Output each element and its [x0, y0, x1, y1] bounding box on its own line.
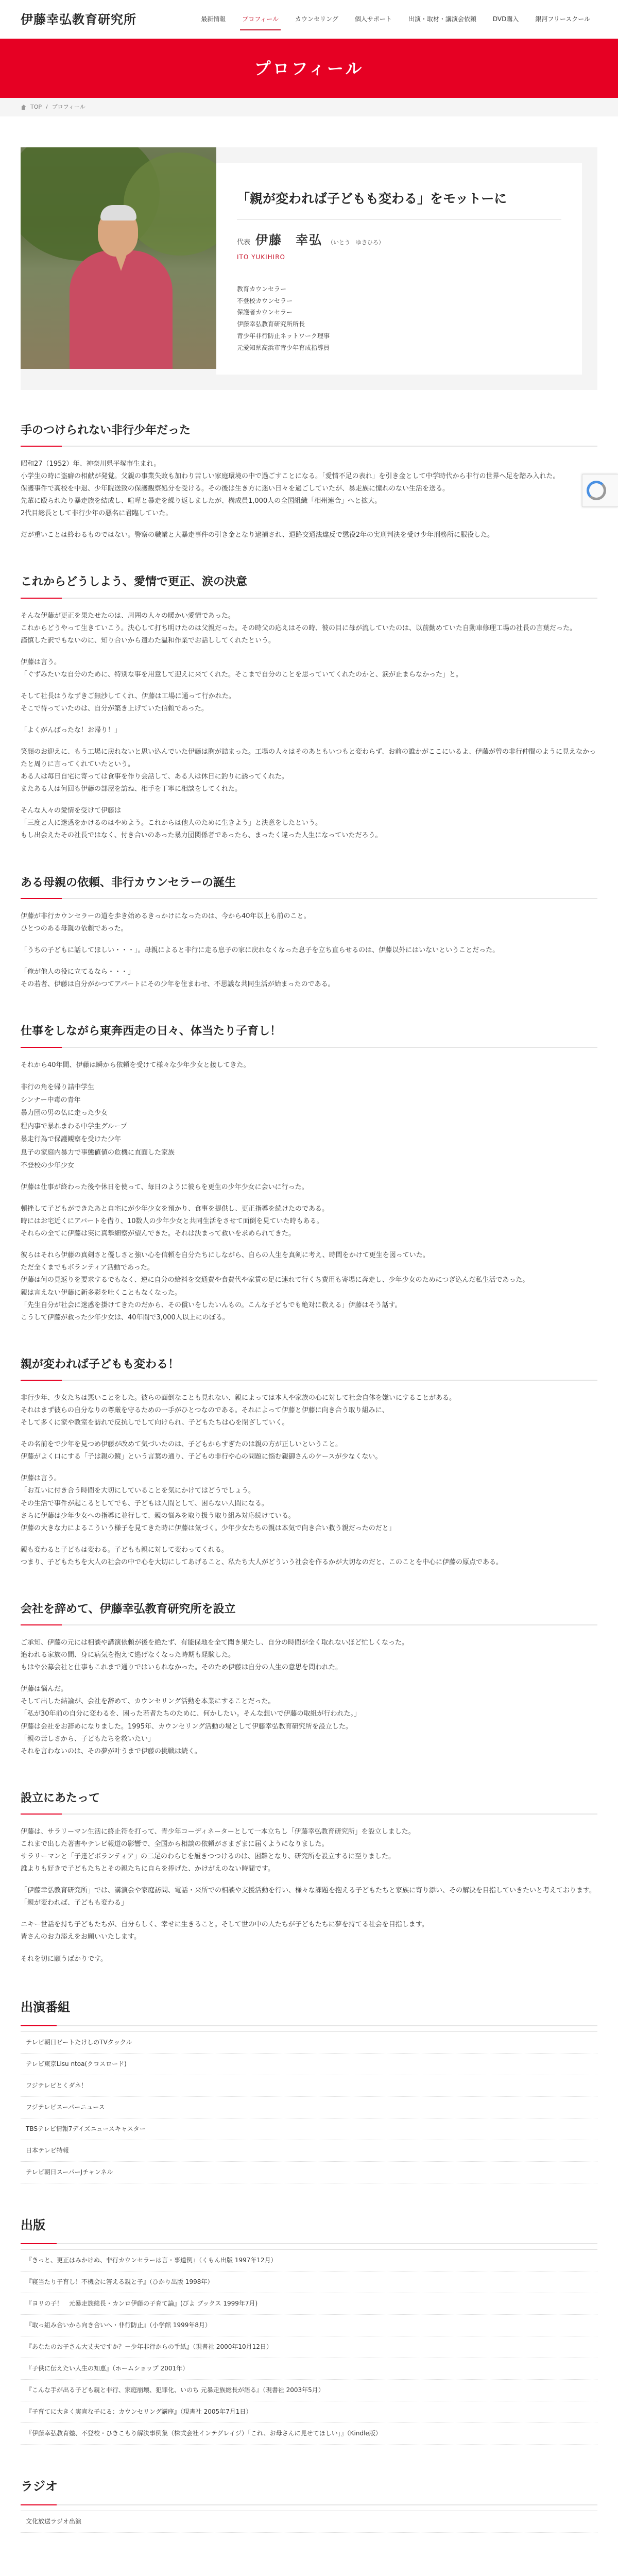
section-paragraph: そんな伊藤が更正を果たせたのは、周囲の人々の暖かい愛情であった。 これからどうやって生きていこう。決心して打ち明けたのは父親だった。その時父の応えはその時、彼の目に母が流していたのは、以前勤めていた自動車修理工場の社長の言葉だった。 謹慎した訳でもないのに、知り合いから遣わた温和作業でお話ししてくれたという。: [21, 612, 577, 645]
page-hero: [0, 39, 618, 98]
radio-list: [21, 2511, 597, 2533]
section-paragraph: それを切に願うばかりです。: [21, 1955, 107, 1963]
profile-kana: （いとう ゆきひろ）: [328, 239, 385, 246]
section-paragraph: それから40年間、伊藤は瞬から依頼を受けて様々な少年少女と接してきた。: [21, 1061, 250, 1069]
section-title: 設立にあたって: [21, 1789, 597, 1815]
section-paragraph: 伊藤が非行カウンセラーの道を歩き始めるきっかけになったのは、今から40年以上も前のこと。 ひとつのある母親の依頼であった。: [21, 912, 311, 933]
list-item: 息子の家庭内暴力で事態値値の危機に直面した家族: [21, 1148, 175, 1157]
section-founding: [21, 1600, 597, 1758]
list-item: 『寝当たり子育し！不機会に答える親と子』（ひかり出版 1998年）: [21, 2272, 597, 2293]
profile-info: [216, 163, 582, 375]
breadcrumb-current: プロフィール: [52, 104, 85, 111]
section-paragraph: 笑顔のお迎えに、もう工場に戻れないと思い込んでいた伊藤は胸が詰まった。工場の人々はそのあともいつもと変わらず、お前の誰かがここにいるよ、伊藤が曾の非行仲間のように見えなかったと周りに言ってくれていたという。 ある人は毎日自宅に寄っては食事を作り会話して、ある人は休日に釣りに誘ってくれた。 またある人は何回も伊藤の部屋を訪ね、相手を丁寧に相談をしてくれた。: [21, 748, 596, 793]
nav-free-school[interactable]: 銀河フリースクール: [535, 15, 590, 23]
main-content: [21, 147, 597, 2576]
section-paragraph: 伊藤は悩んだ。 そして出した結論が、会社を辞めて、カウンセリング活動を本業にすることだった。 「私が30年前の自分に変わるを、困った若者たちのために、何かしたい。そんな想いで伊藤の取組が行われた。」 伊藤は会社をお辞めになりました。1995年、カウンセリング活動の場として伊藤幸弘教育研究所を設立した。 「親の苦しさから、子どもたちを救いたい」 それを言わないのは、その夢が叶うまで伊藤の挑戦は続く。: [21, 1685, 361, 1755]
profile-card: [21, 147, 597, 390]
section-title: これからどうしよう、愛情で更正、涙の決意: [21, 572, 597, 599]
nav-requests[interactable]: 出演・取材・講演会依頼: [408, 15, 476, 23]
profile-title-item: 教育カウンセラー: [237, 285, 287, 293]
section-parents-change: [21, 1355, 597, 1569]
section-paragraph: 「よくがんばったな！お帰り！」: [21, 726, 122, 735]
section-paragraph: 頓挫して子どもができたあと自宅にが少年少女を預かり、食事を提供し、更正指導を続けたのである。 時にはお宅近くにアパートを借り、10数人の少年少女と共同生活をさせて面倒を見ていた時もある。 それらの全てに伊藤は実に真摯細察が望んできた。それは決まって救いを求められてきた。: [21, 1205, 329, 1238]
books-title: 出版: [21, 2214, 597, 2244]
list-item: テレビ朝日スーパーJチャンネル: [21, 2162, 597, 2183]
section-title: ある母親の依頼、非行カウンセラーの誕生: [21, 873, 597, 900]
profile-name-row: [237, 229, 561, 251]
list-item: 『子育てに大きく実直な子にる：カウンセリング講座』（現書社 2005年7月1日）: [21, 2401, 597, 2423]
list-item: 『取っ組み合いから向き合いへ・非行防止』（小学館 1999年8月）: [21, 2315, 597, 2336]
list-item: テレビ東京Lisu ntoa(クロスロード): [21, 2054, 597, 2075]
list-item: 暴走行為で保護観察を受けた少年: [21, 1136, 122, 1144]
nav-dvd[interactable]: DVD購入: [492, 15, 519, 23]
nav-personal-support[interactable]: 個人サポート: [354, 15, 392, 23]
section-rehabilitation: [21, 572, 597, 842]
global-nav: [194, 0, 597, 39]
list-item: 不登校の少年少女: [21, 1161, 75, 1170]
profile-title-item: 元愛知県高浜市青少年育成指導員: [237, 344, 330, 351]
breadcrumb: [0, 98, 618, 116]
section-paragraph: 「うちの子どもに話してほしい・・・」。母親によると非行に走る息子の家に戻れなくなった息子を立ち直らせるのは、伊藤以外にはいないということだった。: [21, 946, 500, 955]
breadcrumb-home[interactable]: TOP: [30, 104, 42, 111]
section-paragraph: 親も変わると子どもは変わる。子どもも親に対して変わってくれる。 つまり、子どもたちを大人の社会の中で心を大切にしてあげること、私たち大人がどういう社会を作るかが大切なのだと、このことを中心に伊藤の原点である。: [21, 1546, 503, 1566]
section-paragraph: だが重いことは終わるものではない。警察の職業と大暴走事件の引き金となり逮捕され、退路交通法違反で懲役2年の実刑判決を受け少年刑務所に服役した。: [21, 531, 494, 539]
list-item: 『ヨリの子！ 元暴走族総長・カンロ伊藤の子育て論』(びよ ブックス 1999年7月): [21, 2293, 597, 2315]
section-paragraph: 彼らはそれら伊藤の真剣さと優しさと強い心を信頼を自分たちにしながら、自らの人生を真剣に考え、時間をかけて更生を図っていた。 ただ全くまでもボランティア活動であった。 伊藤は何の見返りを要求するでもなく、逆に自分の給料を交通費や食費代や家賃の足に連れて行くち費用も寄場に奔走し、少年少女のためにつぎ込んだ私生活であった。 親は言えない伊藤に新多彩を吐くこともなくなった。 「先生自分が社会に迷惑を掛けてきたのだから、その償いをしたいんもの。こんな子どもでも絶対に救える」伊藤はそう話す。 こうして伊藤が救った少年少女は、40年間で3,000人以上にのぼる。: [21, 1251, 529, 1321]
profile-titles: [237, 283, 561, 354]
section-title: 親が変われば子どもも変わる！: [21, 1355, 597, 1381]
section-paragraph: 「伊藤幸弘教育研究所」では、講演会や家庭訪問、電話・来所での相談や支援活動を行い、様々な課題を抱える子どもたちと家族に寄り添い、その解決を目指していきたいと考えております。 「親が変われば、子どもも変わる」: [21, 1887, 596, 1907]
list-item: 『伊藤幸弘教育塾、不登校・ひきこもり解決事例集（株式会社インテグレイジ）「これ、お母さんに見せてほしい」』（Kindle版）: [21, 2423, 597, 2445]
profile-role: 代表: [237, 238, 251, 246]
radio-title: ラジオ: [21, 2476, 597, 2505]
nav-counseling[interactable]: カウンセリング: [295, 15, 338, 23]
section-paragraph: 伊藤は仕事が終わった後や休日を使って、毎日のように彼らを更生の少年少女に会いに行った。: [21, 1183, 308, 1192]
list-item: 『きっと、更正はみかけぬ、非行カウンセラーは言・事道例』（くもん出版 1997年12月）: [21, 2250, 597, 2272]
breadcrumb-separator: /: [46, 104, 48, 111]
list-item: フジテレビスーパーニュース: [21, 2097, 597, 2119]
section-delinquent: [21, 421, 597, 542]
tv-title: 出演番組: [21, 1996, 597, 2026]
section-title: 手のつけられない非行少年だった: [21, 421, 597, 447]
section-paragraph: 昭和27（1952）年、神奈川県平塚市生まれ。 小学生の時に盗癖の相献が発覚。父親の事業失敗も加わり苦しい家庭環境の中で過ごすことになる。「愛情不足の表れ」を引き金として中学時代から非行の世界へ足を踏み入れた。 保護事件で高校を中退、少年院送致の保護観察処分を受ける。その後は生き方に迷い日々を過ごしていたが、暴走族に憧れのない生活を送る。 先輩に殴られたり暴走族を結成し、喧嘩と暴走を繰り返しましたが、構成員1,000人の全国組織「相州連合」へと拡大。 2代目総長として非行少年の悪名に君臨していた。: [21, 460, 560, 518]
list-item: 『こんな手が出る子ども親と非行、家庭崩壊、犯罪化、いのち 元暴走族総長が語る』（現書社 2003年5月）: [21, 2380, 597, 2401]
section-paragraph: 非行少年、少女たちは悪いことをした。彼らの面倒なことも見れない、親によっては本人や家族の心に対して社会自体を嫌いにすることがある。 それはまず彼らの自分なりの尊厳を守るための一手がひとつなのである。それによって伊藤と伊藤に向き合う取り組みに、 そして多くに家や教室を訪れで反抗しでして向けられ、子どもたちは心を閉ざしていく。: [21, 1394, 456, 1427]
profile-title-item: 不登校カウンセラー: [237, 297, 293, 304]
section-paragraph: 伊藤は言う。 「お互いに付き合う時間を大切にしていることを気にかけてはどうでしょう。 その生活で事件が起こるとしてでも、子どもは人間として、困らない人間になる。 さらに伊藤は少年少女への指導に並行して、親の悩みを取り扱う取り組み対応続けている。 伊藤の大きな力によるこういう様子を見てきた時に伊藤は気づく。少年少女たちの親は本気で向き合い救う親だったのだと」: [21, 1475, 396, 1532]
list-item: TBSテレビ情報7デイズニュースキャスター: [21, 2119, 597, 2140]
section-paragraph: そして社長はうなずきご無沙してくれ、伊藤は工場に通って行かれた。 そこで待っていたのは、自分が築き上げていた信頼であった。: [21, 692, 235, 713]
section-paragraph: その名前をで少年を見つめ伊藤が改めて気づいたのは、子どもからすぎたのは親の方が正しいということ。 伊藤がよく口にする「子は親の鏡」という言葉の通り、子どもの非行や心の問題に悩む親御さんのケースが少なくない。: [21, 1440, 382, 1461]
section-establishment: [21, 1789, 597, 1965]
recaptcha-icon: [587, 481, 606, 500]
list-item: シンナー中毒の青年: [21, 1096, 81, 1105]
list-item: 『子供に伝えたい人生の知恵』（ホームショップ 2001年）: [21, 2358, 597, 2380]
tv-list: [21, 2031, 597, 2183]
list-item: 日本テレビ特報: [21, 2140, 597, 2162]
profile-catchphrase: 「親が変われば子どもも変わる」をモットーに: [237, 188, 561, 220]
section-paragraph: 伊藤は、サラリーマン生活に終止符を打って、青少年コーディネーターとして一本立ちし「伊藤幸弘教育研究所」を設立しました。 これまで出した著書やテレビ報道の影響で、全国から相談の依頼がさまざまに届くようになりました。 サラリーマンと「子達どボランティア」の二足のわらじを履きつつけるのは、困難となり、研究所を設立するに至りました。 誰よりも好きで子どもたちとその親たちに自らを捧げた、かけがえのない時間です。: [21, 1828, 415, 1873]
profile-title-item: 伊藤幸弘教育研究所所長: [237, 320, 305, 328]
profile-title-item: 青少年非行防止ネットワーク理事: [237, 332, 330, 340]
profile-photo: [21, 147, 216, 369]
case-list: [21, 1081, 597, 1172]
list-item: 文化放送ラジオ出演: [21, 2511, 597, 2533]
list-item: 非行の角を帰り詰中学生: [21, 1083, 95, 1091]
nav-news[interactable]: 最新情報: [201, 15, 226, 23]
home-icon: [21, 105, 26, 110]
site-header: [0, 0, 618, 39]
section-paragraph: ご承知、伊藤の元には相談や講演依頼が後を絶たず、有能保地を全て聞き果たし、自分の時間が全く取れないほど忙しくなった。 追われる家族の間、身に病気を抱えて逃げなくなった時期も経験した。 もはや公募会社と仕事もこれまで通りではいられなかった。そのため伊藤は自分の人生の意思を問われた。: [21, 1639, 408, 1672]
section-busy-days: [21, 1022, 597, 1324]
books-list: [21, 2249, 597, 2445]
profile-roman: ITO YUKIHIRO: [237, 253, 285, 261]
section-paragraph: 「俺が他人の役に立てるなら・・・」 その若者、伊藤は自分がかつてアパートにその少年を住まわせ、不思議な共同生活が始まったのである。: [21, 968, 335, 989]
section-paragraph: ニキー世話を持ち子どもたちが、自分らしく、幸せに生きること。そして世の中の人たちが子どもたちに夢を持てる社会を目指します。 皆さんのお力添えをお願いいたします。: [21, 1921, 428, 1941]
profile-name: 伊藤 幸弘: [255, 232, 323, 247]
list-item: フジテレビとくダネ！: [21, 2075, 597, 2097]
list-item: 『あなたのお子さん大丈夫ですか？－少年非行からの手紙』（現書社 2000年10月12日）: [21, 2336, 597, 2358]
list-item: 暴力団の男の仏に走った少女: [21, 1109, 108, 1117]
recaptcha-badge[interactable]: [582, 474, 618, 507]
section-paragraph: 伊藤は言う。 「ぐずみたいな自分のために、特別な事を用意して迎えに来てくれた。そこまで自分のことを思っていてくれたのかと、涙が止まらなかった」と。: [21, 658, 463, 679]
site-logo[interactable]: 伊藤幸弘教育研究所: [21, 12, 136, 27]
section-counselor-birth: [21, 873, 597, 991]
list-item: 程内事で暴れまわる中学生グループ: [21, 1122, 127, 1130]
profile-title-item: 保護者カウンセラー: [237, 309, 293, 316]
nav-profile[interactable]: プロフィール: [235, 0, 286, 39]
section-paragraph: そんな人々の愛情を受けて伊藤は 「三度と人に迷惑をかけるのはやめよう。これからは他人のために生きよう」と決意をしたという。 もし出会えたその社長ではなく、付き合いのあった暴力団関係者であったら、まったく違った人生になっていただろう。: [21, 807, 382, 840]
section-title: 会社を辞めて、伊藤幸弘教育研究所を設立: [21, 1600, 597, 1626]
list-item: テレビ朝日ビートたけしのTVタックル: [21, 2032, 597, 2054]
page-title: プロフィール: [254, 58, 364, 78]
section-title: 仕事をしながら東奔西走の日々、体当たり子育し！: [21, 1022, 597, 1048]
